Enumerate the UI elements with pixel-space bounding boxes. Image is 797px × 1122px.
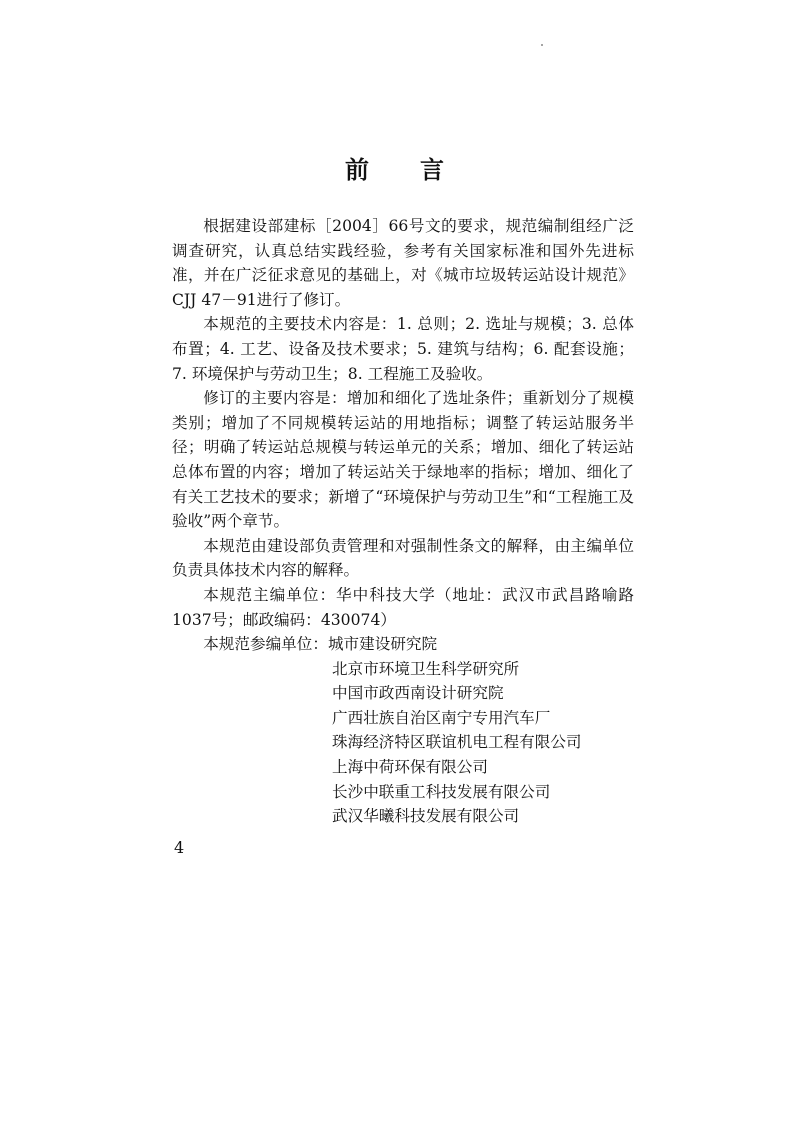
paragraph-technical-content: 本规范的主要技术内容是：1. 总则；2. 选址与规模；3. 总体布置；4. 工艺、设备及技术要求；5. 建筑与结构；6. 配套设施；7. 环境保护与劳动卫生；8. 工程施工及验收。	[172, 315, 634, 383]
participant-item: 珠海经济特区联谊机电工程有限公司	[332, 733, 582, 752]
title-char-2: 言	[420, 155, 444, 184]
paragraph-revision-basis: 根据建设部建标［2004］66号文的要求，规范编制组经广泛调查研究，认真总结实践经验，参考有关国家标准和国外先进标准，并在广泛征求意见的基础上，对《城市垃圾转运站设计规范》CJJ 47－91进行了修订。	[172, 217, 634, 309]
participant-lead: 本规范参编单位：城市建设研究院	[203, 635, 438, 654]
participant-item: 上海中荷环保有限公司	[332, 758, 488, 777]
participant-item: 武汉华曦科技发展有限公司	[332, 807, 520, 826]
participant-item: 长沙中联重工科技发展有限公司	[332, 782, 551, 801]
paragraph-chief-editor: 本规范主编单位：华中科技大学（地址：武汉市武昌路喻路1037号；邮政编码：430074）	[172, 585, 634, 629]
paragraph-management: 本规范由建设部负责管理和对强制性条文的解释，由主编单位负责具体技术内容的解释。	[172, 536, 634, 580]
participant-list	[172, 632, 634, 829]
scan-speck	[541, 44, 543, 46]
participant-item: 广西壮族自治区南宁专用汽车厂	[332, 708, 551, 727]
page-number: 4	[174, 838, 185, 857]
title-char-1: 前	[345, 155, 369, 184]
participant-item: 中国市政西南设计研究院	[332, 684, 504, 703]
preface-body	[172, 214, 634, 829]
participant-item: 北京市环境卫生科学研究所	[332, 659, 520, 678]
paragraph-revision-content: 修订的主要内容是：增加和细化了选址条件；重新划分了规模类别；增加了不同规模转运站的用地指标；调整了转运站服务半径；明确了转运站总规模与转运单元的关系；增加、细化了转运站总体布置的内容；增加了转运站关于绿地率的指标；增加、细化了有关工艺技术的要求；新增了“环境保护与劳动卫生”和“工程施工及验收”两个章节。	[172, 389, 634, 531]
